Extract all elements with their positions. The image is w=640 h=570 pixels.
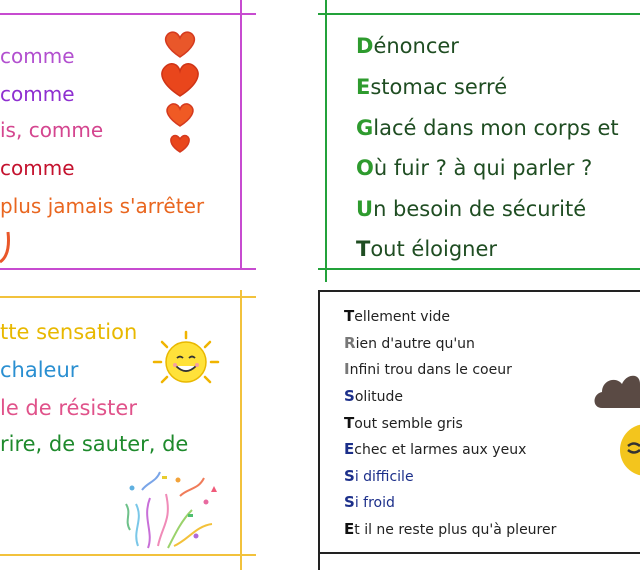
joy-card-border-top xyxy=(0,296,256,298)
love-line-3: is, comme xyxy=(0,118,104,142)
sadness-card-border-bottom xyxy=(318,552,640,554)
sadness-line-2: Rien d'autre qu'un xyxy=(344,334,475,352)
love-card-border-bottom xyxy=(0,268,256,270)
love-line-2: comme xyxy=(0,82,75,106)
disgust-card-border-bottom xyxy=(318,268,640,270)
love-card-border-top xyxy=(0,13,256,15)
love-line-1: comme xyxy=(0,44,75,68)
sadness-line-1: Tellement vide xyxy=(344,307,450,325)
sadness-line-9: Et il ne reste plus qu'à pleurer xyxy=(344,520,557,538)
sadness-line-3: Infini trou dans le coeur xyxy=(344,360,512,378)
joy-line-2: chaleur xyxy=(0,358,79,382)
sadness-line-8: Si froid xyxy=(344,493,395,511)
sadness-line-5: Tout semble gris xyxy=(344,414,463,432)
sadness-line-7: Si difficile xyxy=(344,467,414,485)
disgust-line-5: Un besoin de sécurité xyxy=(356,197,587,221)
love-line-4: comme xyxy=(0,156,75,180)
sadness-card-border-left xyxy=(318,290,320,570)
hearts-illustration xyxy=(150,30,210,160)
joy-line-3: le de résister xyxy=(0,396,137,420)
sadness-acrostic-card xyxy=(318,290,640,570)
sad-face-icon xyxy=(616,420,640,480)
sadness-line-6: Echec et larmes aux yeux xyxy=(344,440,527,458)
joy-acrostic-card xyxy=(0,290,256,570)
love-line-5: plus jamais s'arrêter xyxy=(0,194,205,218)
disgust-line-2: Estomac serré xyxy=(356,75,508,99)
sun-icon xyxy=(150,328,222,392)
joy-card-border-bottom xyxy=(0,554,256,556)
sadness-card-border-top xyxy=(318,290,640,292)
joy-line-4: rire, de sauter, de xyxy=(0,432,189,456)
disgust-line-4: Où fuir ? à qui parler ? xyxy=(356,156,593,180)
joy-line-1: tte sensation xyxy=(0,320,138,344)
sadness-line-4: Solitude xyxy=(344,387,404,405)
disgust-line-6: Tout éloigner xyxy=(356,237,498,261)
disgust-line-1: Dénoncer xyxy=(356,34,459,58)
confetti-illustration xyxy=(118,466,222,550)
disgust-card-border-top xyxy=(318,13,640,15)
love-card-border-right xyxy=(240,0,242,270)
rain-cloud-icon xyxy=(594,342,640,414)
joy-card-border-right xyxy=(240,290,242,570)
disgust-acrostic-card xyxy=(318,0,640,282)
disgust-line-3: Glacé dans mon corps et xyxy=(356,116,619,140)
heart-fragment-icon xyxy=(0,228,14,264)
disgust-card-border-left xyxy=(325,0,327,282)
love-acrostic-card xyxy=(0,0,256,282)
